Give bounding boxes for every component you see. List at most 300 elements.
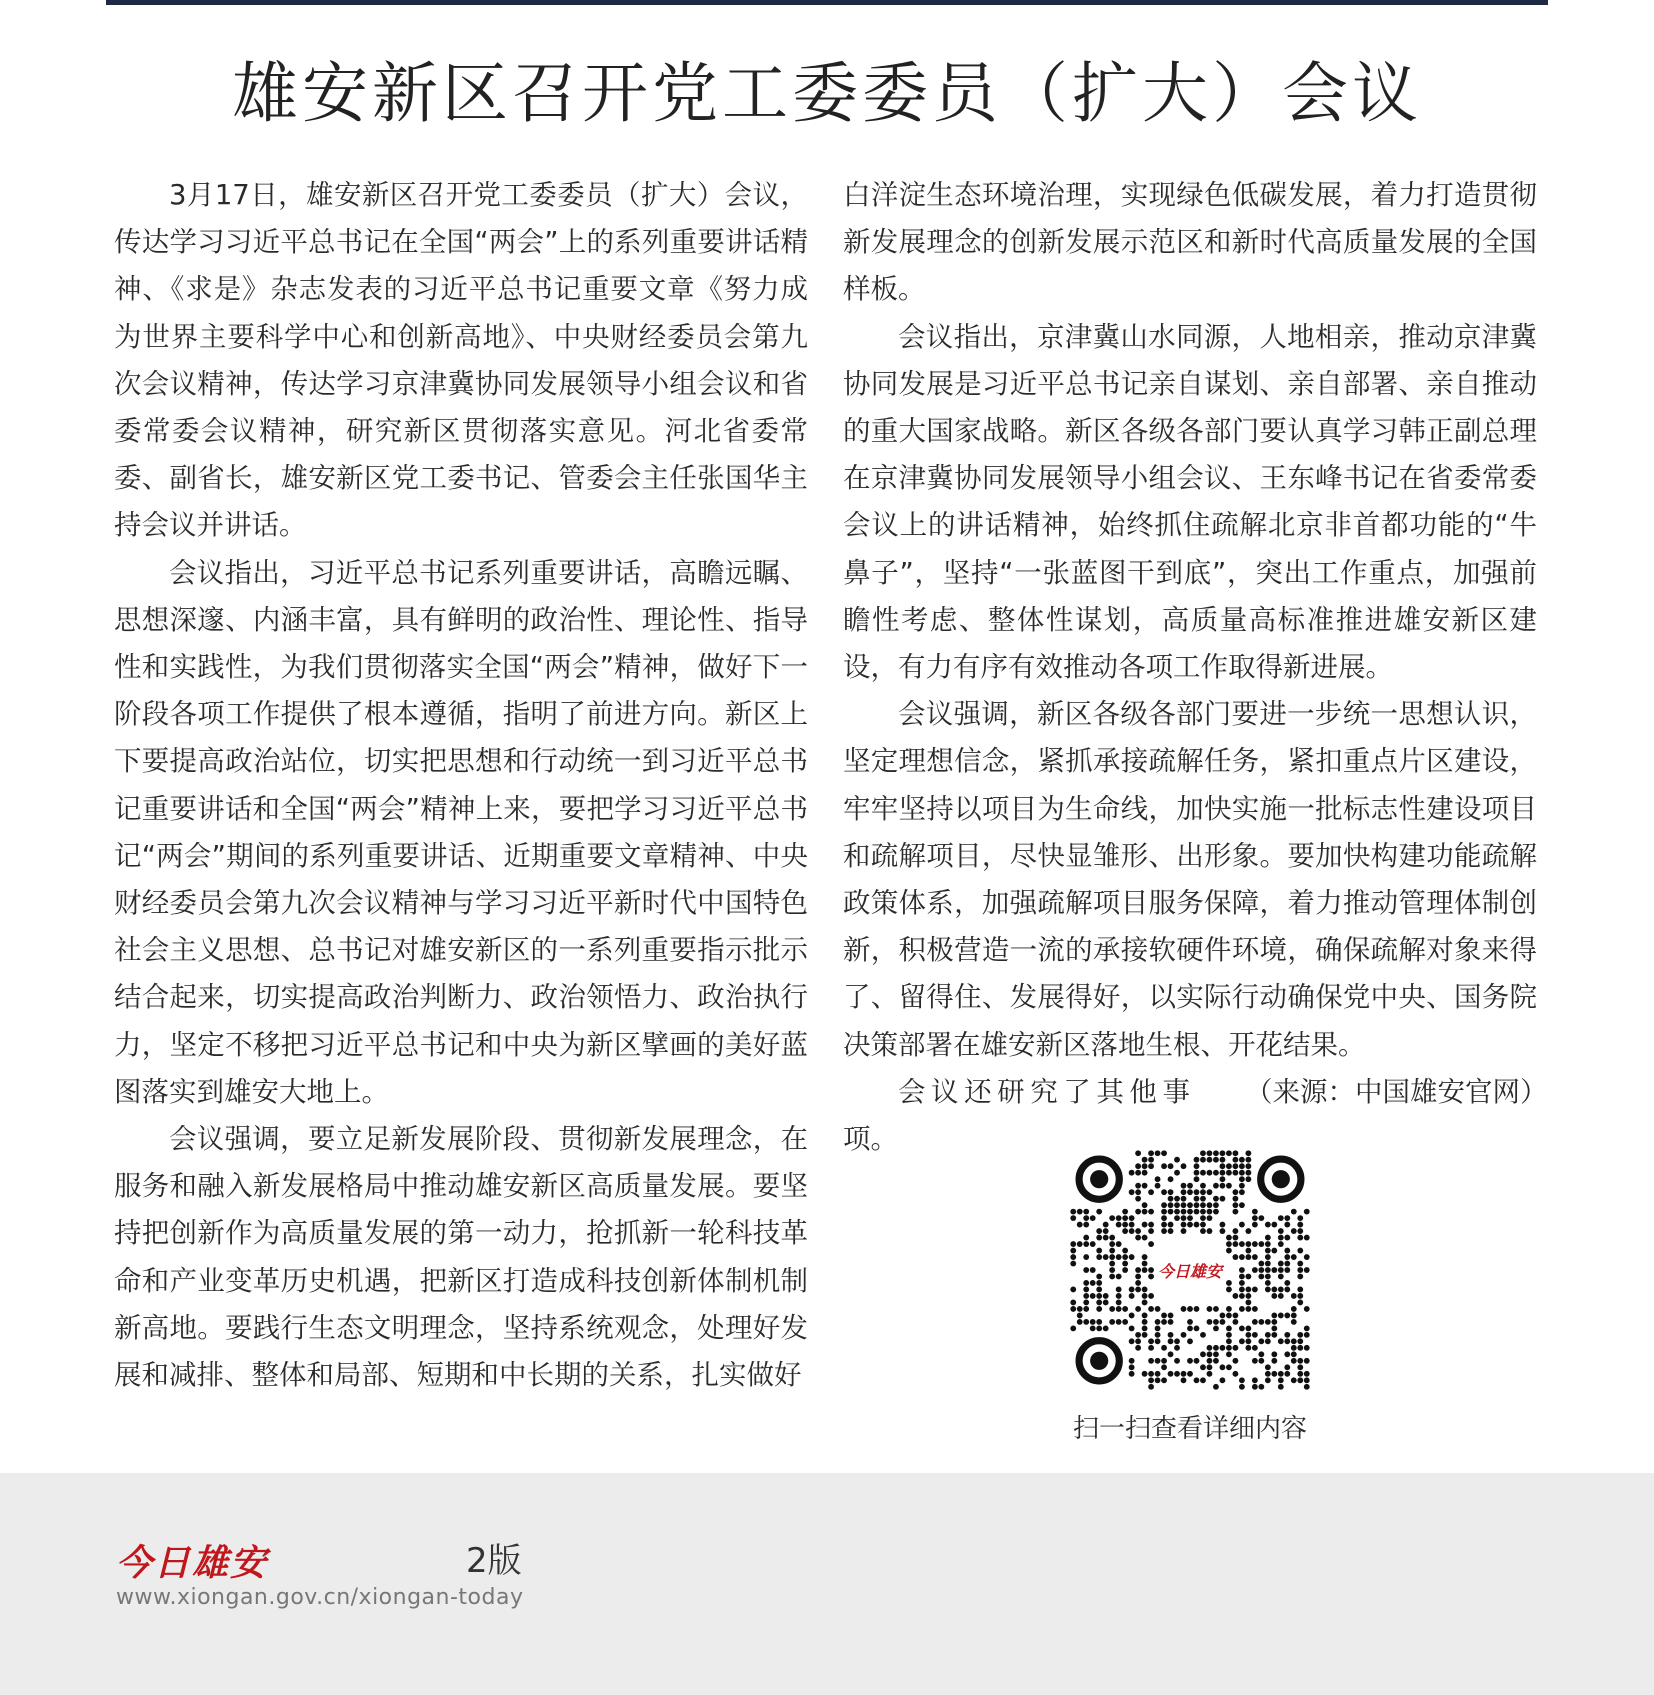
qr-dot (1142, 1325, 1148, 1331)
qr-dot (1291, 1228, 1297, 1234)
qr-dot (1252, 1345, 1258, 1351)
qr-dot (1142, 1235, 1148, 1241)
qr-dot (1304, 1358, 1310, 1364)
qr-dot (1194, 1202, 1200, 1208)
qr-dot (1297, 1222, 1303, 1228)
qr-dot (1142, 1202, 1148, 1208)
qr-dot (1168, 1196, 1174, 1202)
qr-dot (1129, 1312, 1135, 1318)
qr-dot (1083, 1306, 1089, 1312)
qr-dot (1297, 1345, 1303, 1351)
qr-dot (1142, 1300, 1148, 1306)
qr-dot (1181, 1196, 1187, 1202)
qr-dot (1226, 1364, 1232, 1370)
qr-dot (1148, 1163, 1154, 1169)
qr-dot (1207, 1150, 1213, 1156)
qr-dot (1135, 1267, 1141, 1273)
qr-dot (1245, 1228, 1251, 1234)
qr-dot (1077, 1222, 1083, 1228)
qr-dot (1181, 1228, 1187, 1234)
qr-dot (1077, 1209, 1083, 1215)
qr-dot (1168, 1338, 1174, 1344)
qr-dot (1109, 1274, 1115, 1280)
qr-dot (1070, 1261, 1076, 1267)
qr-dot (1284, 1222, 1290, 1228)
qr-dot (1232, 1170, 1238, 1176)
qr-dot (1239, 1189, 1245, 1195)
qr-dot (1077, 1306, 1083, 1312)
qr-dot (1271, 1332, 1277, 1338)
qr-caption: 扫一扫查看详细内容 (1072, 1414, 1307, 1444)
qr-dot (1090, 1325, 1096, 1331)
qr-dot (1213, 1351, 1219, 1357)
qr-dot (1232, 1312, 1238, 1318)
qr-dot (1258, 1274, 1264, 1280)
qr-dot (1200, 1170, 1206, 1176)
qr-dot (1226, 1280, 1232, 1286)
qr-dot (1278, 1241, 1284, 1247)
article-column-left (114, 172, 808, 1399)
qr-dot (1135, 1150, 1141, 1156)
qr-dot (1284, 1312, 1290, 1318)
qr-dot (1200, 1332, 1206, 1338)
qr-dot (1194, 1196, 1200, 1202)
qr-dot (1278, 1261, 1284, 1267)
qr-dot (1265, 1248, 1271, 1254)
paragraph: 会议强调，要立足新发展阶段、贯彻新发展理念，在服务和融入新发展格局中推动雄安新区高质量发展。要坚持把创新作为高质量发展的第一动力，抢抓新一轮科技革命和产业变革历史机遇，把新区打造成科技创新体制机制新高地。要践行生态文明理念，坚持系统观念，处理好发展和减排、整体和局部、短期和中长期的关系，扎实做好 (114, 1123, 808, 1392)
qr-dot (1187, 1202, 1193, 1208)
qr-dot (1187, 1319, 1193, 1325)
qr-dot (1135, 1163, 1141, 1169)
qr-dot (1207, 1157, 1213, 1163)
qr-dot (1142, 1254, 1148, 1260)
qr-dot (1181, 1183, 1187, 1189)
qr-dot (1304, 1235, 1310, 1241)
qr-dot (1161, 1215, 1167, 1221)
qr-dot (1187, 1215, 1193, 1221)
qr-dot (1083, 1209, 1089, 1215)
qr-dot (1207, 1345, 1213, 1351)
qr-dot (1116, 1215, 1122, 1221)
qr-dot (1103, 1228, 1109, 1234)
qr-dot (1278, 1338, 1284, 1344)
qr-dot (1187, 1325, 1193, 1331)
qr-dot (1174, 1157, 1180, 1163)
qr-dot (1148, 1267, 1154, 1273)
qr-dot (1142, 1319, 1148, 1325)
closing-text: 会议还研究了其他事项。 (843, 1075, 1190, 1156)
qr-dot (1161, 1189, 1167, 1195)
qr-dot (1096, 1325, 1102, 1331)
qr-dot (1168, 1222, 1174, 1228)
qr-code[interactable] (1070, 1150, 1310, 1390)
qr-dot (1194, 1358, 1200, 1364)
qr-dot (1096, 1287, 1102, 1293)
qr-dot (1271, 1287, 1277, 1293)
qr-dot (1161, 1312, 1167, 1318)
qr-dot (1207, 1371, 1213, 1377)
qr-dot (1135, 1183, 1141, 1189)
qr-dot (1103, 1235, 1109, 1241)
qr-dot (1135, 1332, 1141, 1338)
qr-dot (1239, 1222, 1245, 1228)
qr-dot (1070, 1300, 1076, 1306)
qr-dot (1245, 1274, 1251, 1280)
qr-dot (1077, 1241, 1083, 1247)
qr-dot (1148, 1241, 1154, 1247)
qr-dot (1142, 1287, 1148, 1293)
qr-dot (1187, 1358, 1193, 1364)
qr-dot (1200, 1209, 1206, 1215)
qr-dot (1096, 1319, 1102, 1325)
qr-dot (1083, 1215, 1089, 1221)
qr-dot (1207, 1215, 1213, 1221)
qr-dot (1297, 1377, 1303, 1383)
qr-dot (1297, 1267, 1303, 1273)
qr-dot (1116, 1319, 1122, 1325)
qr-dot (1174, 1202, 1180, 1208)
qr-dot (1135, 1235, 1141, 1241)
qr-dot (1278, 1235, 1284, 1241)
qr-dot (1265, 1267, 1271, 1273)
qr-dot (1291, 1254, 1297, 1260)
qr-dot (1226, 1150, 1232, 1156)
qr-dot (1181, 1202, 1187, 1208)
qr-dot (1207, 1306, 1213, 1312)
qr-dot (1291, 1351, 1297, 1357)
qr-dot (1187, 1189, 1193, 1195)
qr-dot (1200, 1364, 1206, 1370)
qr-dot (1226, 1345, 1232, 1351)
qr-dot (1181, 1306, 1187, 1312)
qr-dot (1168, 1202, 1174, 1208)
qr-dot (1220, 1170, 1226, 1176)
qr-dot (1220, 1222, 1226, 1228)
qr-dot (1168, 1209, 1174, 1215)
qr-dot (1207, 1209, 1213, 1215)
qr-dot (1239, 1293, 1245, 1299)
qr-dot (1200, 1215, 1206, 1221)
qr-dot (1181, 1163, 1187, 1169)
qr-dot (1297, 1274, 1303, 1280)
qr-dot (1297, 1261, 1303, 1267)
qr-dot (1142, 1157, 1148, 1163)
qr-dot (1083, 1241, 1089, 1247)
qr-dot (1284, 1287, 1290, 1293)
qr-dot (1220, 1228, 1226, 1234)
qr-dot (1096, 1248, 1102, 1254)
qr-dot (1207, 1364, 1213, 1370)
qr-dot (1103, 1300, 1109, 1306)
qr-dot (1161, 1150, 1167, 1156)
qr-dot (1304, 1345, 1310, 1351)
source-credit: （来源：中国雄安官网） (1245, 1075, 1548, 1108)
qr-dot (1258, 1319, 1264, 1325)
qr-dot (1148, 1358, 1154, 1364)
qr-dot (1148, 1209, 1154, 1215)
qr-dot (1245, 1332, 1251, 1338)
qr-dot (1168, 1319, 1174, 1325)
qr-dot (1232, 1150, 1238, 1156)
qr-dot (1304, 1371, 1310, 1377)
qr-dot (1278, 1228, 1284, 1234)
qr-dot (1291, 1377, 1297, 1383)
qr-dot (1168, 1351, 1174, 1357)
qr-dot (1213, 1196, 1219, 1202)
qr-dot (1252, 1209, 1258, 1215)
qr-dot (1220, 1157, 1226, 1163)
qr-dot (1083, 1300, 1089, 1306)
qr-dot (1239, 1306, 1245, 1312)
qr-dot (1220, 1183, 1226, 1189)
qr-dot (1226, 1163, 1232, 1169)
qr-dot (1271, 1319, 1277, 1325)
qr-dot (1213, 1358, 1219, 1364)
qr-dot (1271, 1267, 1277, 1273)
qr-dot (1252, 1377, 1258, 1383)
qr-dot (1142, 1183, 1148, 1189)
qr-dot (1181, 1377, 1187, 1383)
qr-dot (1252, 1332, 1258, 1338)
qr-dot (1291, 1338, 1297, 1344)
qr-dot (1245, 1170, 1251, 1176)
qr-dot (1135, 1170, 1141, 1176)
qr-dot (1297, 1248, 1303, 1254)
qr-dot (1278, 1267, 1284, 1273)
qr-dot (1181, 1222, 1187, 1228)
qr-dot (1174, 1345, 1180, 1351)
qr-dot (1116, 1293, 1122, 1299)
qr-dot (1297, 1215, 1303, 1221)
qr-dot (1207, 1189, 1213, 1195)
qr-dot (1129, 1228, 1135, 1234)
qr-dot (1129, 1170, 1135, 1176)
qr-dot (1304, 1384, 1310, 1390)
qr-dot (1129, 1371, 1135, 1377)
paragraph: 会议强调，新区各级各部门要进一步统一思想认识，坚定理想信念，紧抓承接疏解任务，紧扣重点片区建设，牢牢坚持以项目为生命线，加快实施一批标志性建设项目和疏解项目，尽快显雏形、出形象。要加快构建功能疏解政策体系，加强疏解项目服务保障，着力推动管理体制创新，积极营造一流的承接软硬件环境，确保疏解对象来得了、留得住、发展得好，以实际行动确保党中央、国务院决策部署在雄安新区落地生根、开花结果。 (843, 698, 1537, 1061)
qr-dot (1129, 1325, 1135, 1331)
qr-dot (1200, 1183, 1206, 1189)
qr-dot (1148, 1150, 1154, 1156)
qr-dot (1122, 1306, 1128, 1312)
qr-dot (1083, 1287, 1089, 1293)
footer (0, 1473, 1654, 1695)
qr-dot (1232, 1163, 1238, 1169)
qr-dot (1271, 1351, 1277, 1357)
qr-dot (1226, 1351, 1232, 1357)
qr-dot (1161, 1209, 1167, 1215)
qr-dot (1096, 1306, 1102, 1312)
qr-dot (1239, 1176, 1245, 1182)
qr-dot (1194, 1157, 1200, 1163)
qr-dot (1109, 1235, 1115, 1241)
qr-dot (1070, 1325, 1076, 1331)
article-title: 雄安新区召开党工委委员（扩大）会议 (232, 55, 1422, 132)
qr-dot (1284, 1235, 1290, 1241)
qr-dot (1161, 1345, 1167, 1351)
qr-dot (1161, 1222, 1167, 1228)
qr-dot (1122, 1228, 1128, 1234)
qr-dot (1194, 1306, 1200, 1312)
qr-dot (1142, 1222, 1148, 1228)
qr-dot (1245, 1287, 1251, 1293)
qr-dot (1187, 1338, 1193, 1344)
qr-dot (1122, 1319, 1128, 1325)
qr-dot (1155, 1319, 1161, 1325)
qr-dot (1232, 1209, 1238, 1215)
qr-dot (1284, 1261, 1290, 1267)
qr-dot (1252, 1287, 1258, 1293)
qr-dot (1207, 1228, 1213, 1234)
qr-dot (1213, 1150, 1219, 1156)
qr-dot (1070, 1287, 1076, 1293)
qr-dot (1213, 1306, 1219, 1312)
qr-dot (1187, 1222, 1193, 1228)
qr-dot (1232, 1202, 1238, 1208)
qr-dot (1174, 1358, 1180, 1364)
qr-dot (1278, 1215, 1284, 1221)
qr-dot (1174, 1196, 1180, 1202)
qr-dot (1181, 1332, 1187, 1338)
qr-dot (1265, 1254, 1271, 1260)
qr-dot (1284, 1351, 1290, 1357)
qr-dot (1155, 1338, 1161, 1344)
qr-dot (1239, 1274, 1245, 1280)
qr-dot (1278, 1274, 1284, 1280)
qr-dot (1187, 1371, 1193, 1377)
qr-dot (1135, 1345, 1141, 1351)
qr-dot (1161, 1202, 1167, 1208)
qr-dot (1200, 1351, 1206, 1357)
qr-dot (1109, 1267, 1115, 1273)
qr-dot (1181, 1209, 1187, 1215)
qr-dot (1232, 1196, 1238, 1202)
qr-dot (1265, 1222, 1271, 1228)
qr-dot (1271, 1293, 1277, 1299)
qr-dot (1109, 1215, 1115, 1221)
qr-dot (1291, 1293, 1297, 1299)
qr-dot (1226, 1241, 1232, 1247)
qr-dot (1142, 1267, 1148, 1273)
paragraph: 3月17日，雄安新区召开党工委委员（扩大）会议，传达学习习近平总书记在全国“两会”上的系列重要讲话精神、《求是》杂志发表的习近平总书记重要文章《努力成为世界主要科学中心和创新高地》、中央财经委员会第九次会议精神，传达学习京津冀协同发展领导小组会议和省委常委会议精神，研究新区贯彻落实意见。河北省委常委、副省长，雄安新区党工委书记、管委会主任张国华主持会议并讲话。 (114, 179, 808, 542)
qr-dot (1245, 1345, 1251, 1351)
qr-dot (1265, 1371, 1271, 1377)
qr-dot (1258, 1351, 1264, 1357)
qr-dot (1109, 1261, 1115, 1267)
qr-dot (1226, 1312, 1232, 1318)
qr-dot (1155, 1358, 1161, 1364)
qr-dot (1239, 1267, 1245, 1273)
qr-dot (1148, 1377, 1154, 1383)
qr-dot (1245, 1306, 1251, 1312)
qr-dot (1109, 1241, 1115, 1247)
qr-dot (1265, 1261, 1271, 1267)
qr-dot (1161, 1319, 1167, 1325)
qr-dot (1220, 1176, 1226, 1182)
qr-dot (1194, 1222, 1200, 1228)
qr-dot (1252, 1241, 1258, 1247)
qr-dot (1271, 1371, 1277, 1377)
qr-dot (1161, 1163, 1167, 1169)
qr-dot (1271, 1222, 1277, 1228)
qr-dot (1245, 1157, 1251, 1163)
qr-dot (1297, 1364, 1303, 1370)
qr-dot (1155, 1183, 1161, 1189)
qr-dot (1122, 1222, 1128, 1228)
qr-dot (1161, 1364, 1167, 1370)
qr-dot (1168, 1312, 1174, 1318)
qr-dot (1207, 1170, 1213, 1176)
qr-dot (1232, 1241, 1238, 1247)
qr-dot (1284, 1280, 1290, 1286)
qr-dot (1194, 1176, 1200, 1182)
qr-dot (1129, 1189, 1135, 1195)
qr-dot (1129, 1254, 1135, 1260)
qr-dot (1090, 1293, 1096, 1299)
qr-dot (1142, 1170, 1148, 1176)
qr-dot (1083, 1293, 1089, 1299)
qr-dot (1239, 1325, 1245, 1331)
qr-dot (1239, 1241, 1245, 1247)
qr-dot (1239, 1254, 1245, 1260)
qr-dot (1083, 1280, 1089, 1286)
qr-dot (1252, 1306, 1258, 1312)
qr-dot (1304, 1306, 1310, 1312)
qr-dot (1135, 1306, 1141, 1312)
qr-dot (1142, 1332, 1148, 1338)
qr-dot (1278, 1312, 1284, 1318)
qr-dot (1090, 1280, 1096, 1286)
qr-dot (1252, 1222, 1258, 1228)
qr-dot (1194, 1377, 1200, 1383)
qr-dot (1148, 1384, 1154, 1390)
qr-dot (1252, 1384, 1258, 1390)
qr-dot (1096, 1280, 1102, 1286)
qr-dot (1304, 1332, 1310, 1338)
qr-dot (1239, 1280, 1245, 1286)
footer-url[interactable]: www.xiongan.gov.cn/xiongan-today (116, 1585, 524, 1610)
qr-dot (1200, 1228, 1206, 1234)
qr-logo-text: 今日雄安 (1157, 1261, 1222, 1281)
qr-dot (1245, 1325, 1251, 1331)
qr-dot (1284, 1332, 1290, 1338)
qr-dot (1070, 1248, 1076, 1254)
qr-dot (1245, 1293, 1251, 1299)
qr-dot (1252, 1267, 1258, 1273)
qr-dot (1265, 1338, 1271, 1344)
qr-dot (1148, 1189, 1154, 1195)
qr-dot (1096, 1254, 1102, 1260)
qr-dot (1207, 1358, 1213, 1364)
paragraph: 会议指出，京津冀山水同源，人地相亲，推动京津冀协同发展是习近平总书记亲自谋划、亲自部署、亲自推动的重大国家战略。新区各级各部门要认真学习韩正副总理在京津冀协同发展领导小组会议、王东峰书记在省委常委会议上的讲话精神，始终抓住疏解北京非首都功能的“牛鼻子”，坚持“一张蓝图干到底”，突出工作重点，加强前瞻性考虑、整体性谋划，高质量高标准推进雄安新区建设，有力有序有效推动各项工作取得新进展。 (843, 320, 1537, 684)
qr-dot (1116, 1287, 1122, 1293)
qr-dot (1148, 1274, 1154, 1280)
qr-dot (1213, 1345, 1219, 1351)
qr-dot (1245, 1248, 1251, 1254)
qr-dot (1200, 1222, 1206, 1228)
qr-dot (1077, 1319, 1083, 1325)
qr-dot (1220, 1345, 1226, 1351)
qr-dot (1265, 1319, 1271, 1325)
qr-dot (1284, 1248, 1290, 1254)
qr-dot (1271, 1312, 1277, 1318)
qr-dot (1161, 1377, 1167, 1383)
qr-dot (1116, 1300, 1122, 1306)
qr-logo (1155, 1235, 1225, 1305)
qr-dot (1226, 1248, 1232, 1254)
qr-dot (1258, 1267, 1264, 1273)
qr-dot (1239, 1183, 1245, 1189)
